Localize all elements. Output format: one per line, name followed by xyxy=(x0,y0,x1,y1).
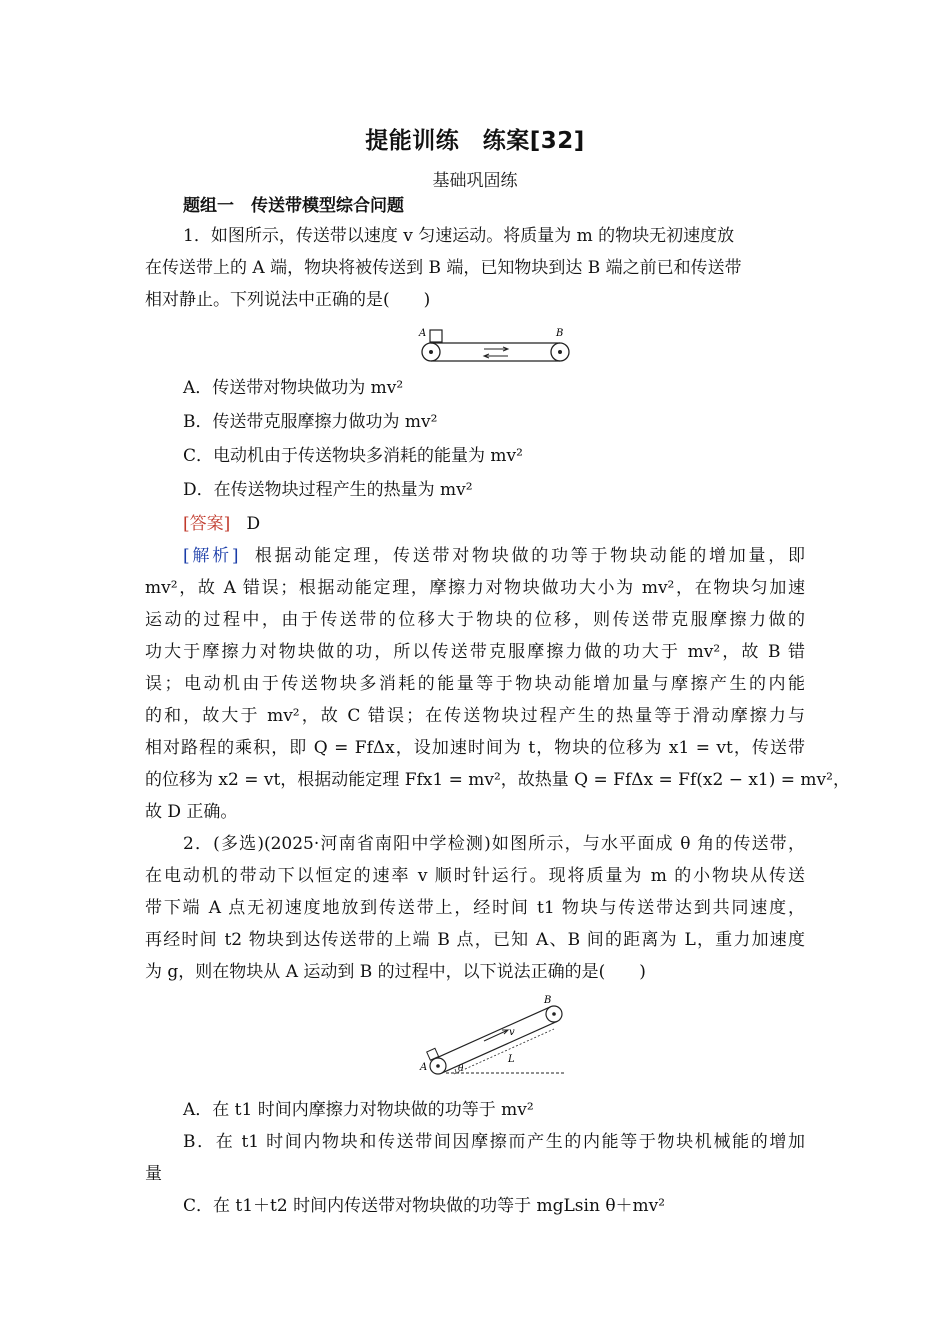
q1-option-d: D．在传送物块过程产生的热量为 mv² xyxy=(183,480,473,500)
q2-option-a: A．在 t1 时间内摩擦力对物块做的功等于 mv² xyxy=(183,1100,534,1120)
q1-analysis-line-6: 的和，故大于 mv²，故 C 错误；在传送物块过程产生的热量等于滑动摩擦力与 xyxy=(145,706,805,726)
q1-option-a: A．传送带对物块做功为 mv² xyxy=(183,378,404,398)
figure1-label-a: A xyxy=(419,328,427,339)
q2-line-5: 为 g，则在物块从 A 运动到 B 的过程中，以下说法正确的是( ) xyxy=(145,962,646,982)
q1-line-3: 相对静止。下列说法中正确的是( ) xyxy=(145,290,431,310)
q1-analysis-line-5: 误；电动机由于传送物块多消耗的能量等于物块动能增加量与摩擦产生的内能 xyxy=(145,674,805,694)
q2-line-3: 带下端 A 点无初速度地放到传送带上，经时间 t1 物块与传送带达到共同速度， xyxy=(145,898,805,918)
q2-line-1: 2．(多选)(2025·河南省南阳中学检测)如图所示，与水平面成 θ 角的传送带， xyxy=(183,834,805,854)
page-subtitle: 基础巩固练 xyxy=(432,171,518,191)
q1-analysis-line-1 xyxy=(183,544,805,568)
figure2-label-b: B xyxy=(544,995,552,1006)
conveyor-belt-figure xyxy=(410,322,580,366)
q1-line-1: 1．如图所示，传送带以速度 v 匀速运动。将质量为 m 的物块无初速度放 xyxy=(183,226,735,246)
q1-line-2: 在传送带上的 A 端，物块将被传送到 B 端，已知物块到达 B 端之前已和传送带 xyxy=(145,258,742,278)
q1-analysis-line-3: 运动的过程中，由于传送带的位移大于物块的位移，则传送带克服摩擦力做的 xyxy=(145,610,805,630)
q1-analysis-line-2: mv²，故 A 错误；根据动能定理，摩擦力对物块做功大小为 mv²，在物块匀加速 xyxy=(145,578,805,598)
q1-option-c: C．电动机由于传送物块多消耗的能量为 mv² xyxy=(183,446,523,466)
figure2-label-v: v xyxy=(509,1027,515,1038)
figure1-label-b: B xyxy=(556,328,564,339)
inclined-belt-figure xyxy=(414,992,574,1082)
page-title: 提能训练 练案[32] xyxy=(365,128,585,154)
q1-analysis-line-8: 的位移为 x2 = vt，根据动能定理 Ffx1 = mv²，故热量 Q = FfΔx = Ff(x2 − x1) = mv²， xyxy=(145,770,850,790)
q1-analysis-line-9: 故 D 正确。 xyxy=(145,802,238,822)
figure2-label-a: A xyxy=(420,1062,428,1073)
group-heading: 题组一 传送带模型综合问题 xyxy=(183,196,404,216)
q2-line-2: 在电动机的带动下以恒定的速率 v 顺时针运行。现将质量为 m 的小物块从传送 xyxy=(145,866,805,886)
q1-option-b: B．传送带克服摩擦力做功为 mv² xyxy=(183,412,438,432)
q2-option-b: B．在 t1 时间内物块和传送带间因摩擦而产生的内能等于物块机械能的增加 xyxy=(183,1132,805,1152)
q2-option-c: C．在 t1＋t2 时间内传送带对物块做的功等于 mgLsin θ＋mv² xyxy=(183,1196,666,1216)
q2-line-4: 再经时间 t2 物块到达传送带的上端 B 点，已知 A、B 间的距离为 L，重力加速度 xyxy=(145,930,805,950)
figure2-label-theta: θ xyxy=(458,1064,464,1074)
q1-analysis-line-4: 功大于摩擦力对物块做的功，所以传送带克服摩擦力做的功大于 mv²，故 B 错 xyxy=(145,642,805,662)
q2-option-b-cont: 量 xyxy=(145,1164,162,1184)
q1-analysis-line-7: 相对路程的乘积，即 Q = FfΔx，设加速时间为 t，物块的位移为 x1 = vt，传送带 xyxy=(145,738,805,758)
block-shape xyxy=(430,330,442,342)
analysis-text-1: 根据动能定理，传送带对物块做的功等于物块动能的增加量，即 xyxy=(254,546,806,566)
analysis-tag: [解析] xyxy=(183,546,239,566)
answer-tag: [答案] xyxy=(183,514,231,534)
figure2-label-l: L xyxy=(508,1054,515,1065)
q1-answer xyxy=(183,512,843,536)
answer-value: D xyxy=(246,514,261,534)
